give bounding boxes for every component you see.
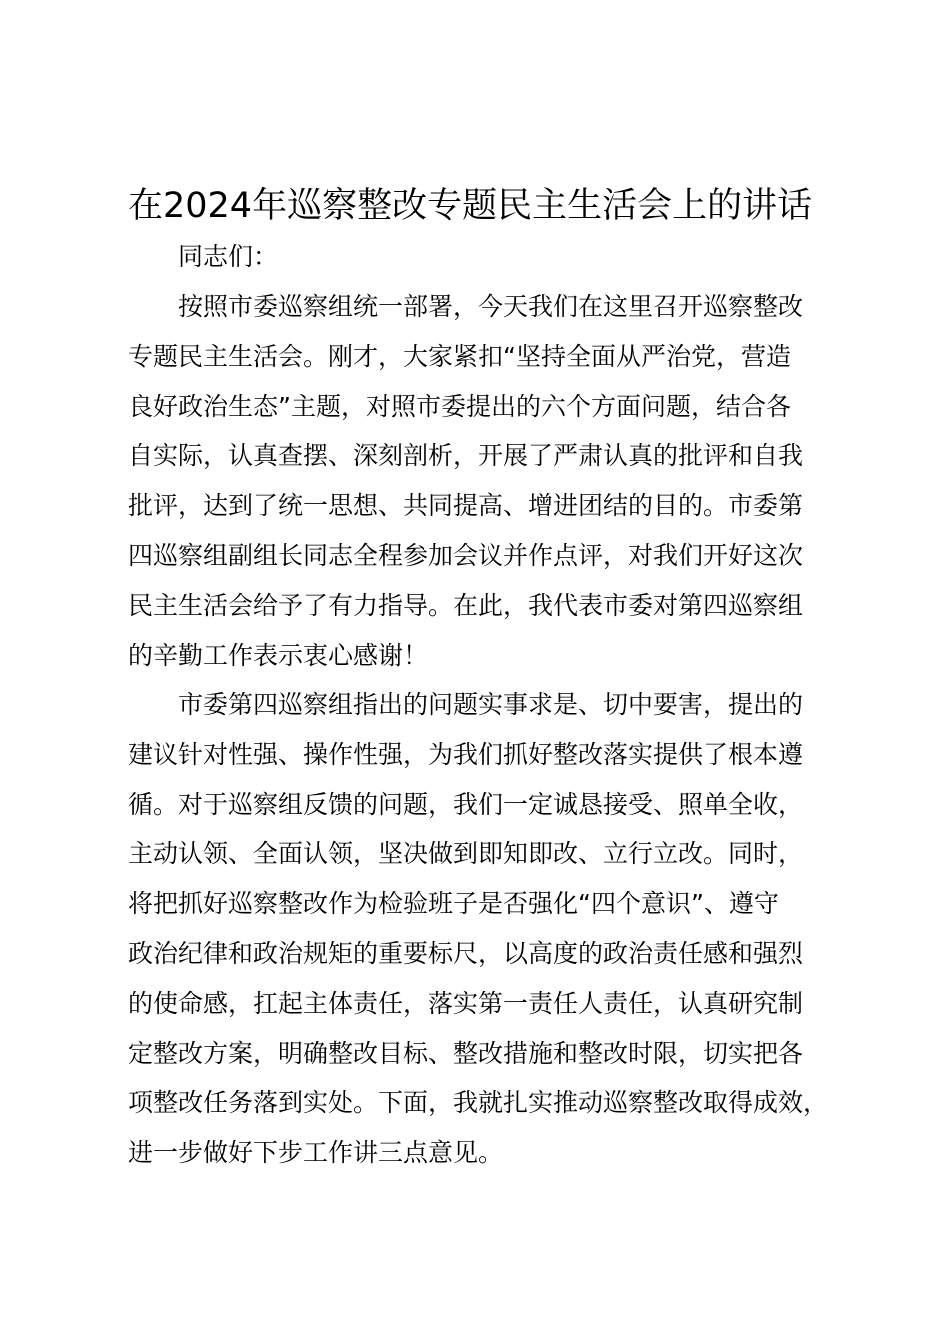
paragraph-line: 的辛勤工作表示衷心感谢！: [128, 640, 429, 670]
greeting: [128, 232, 848, 282]
greeting-text: 同志们：: [178, 242, 279, 271]
paragraph-line: 将把抓好巡察整改作为检验班子是否强化“四个意识”、遵守: [128, 889, 779, 919]
paragraph-line: 项整改任务落到实处。下面，我就扎实推动巡察整改取得成效，: [128, 1088, 829, 1118]
paragraph-1: [128, 282, 848, 680]
paragraph-line: 建议针对性强、操作性强，为我们抓好整改落实提供了根本遵: [128, 739, 804, 769]
paragraph-line: 政治纪律和政治规矩的重要标尺，以高度的政治责任感和强烈: [128, 938, 804, 968]
paragraph-line: 四巡察组副组长同志全程参加会议并作点评，对我们开好这次: [128, 540, 804, 570]
paragraph-line: 定整改方案，明确整改目标、整改措施和整改时限，切实把各: [128, 1038, 804, 1068]
paragraph-line: 循。对于巡察组反馈的问题，我们一定诚恳接受、照单全收，: [128, 789, 804, 819]
paragraph-line: 自实际，认真查摆、深刻剖析，开展了严肃认真的批评和自我: [128, 441, 804, 471]
document-title: 在2024年巡察整改专题民主生活会上的讲话: [128, 186, 813, 226]
paragraph-line: 民主生活会给予了有力指导。在此，我代表市委对第四巡察组: [128, 590, 804, 620]
paragraph-line: 专题民主生活会。刚才，大家紧扣“坚持全面从严治党，营造: [128, 341, 791, 371]
paragraph-line: 批评，达到了统一思想、共同提高、增进团结的目的。市委第: [128, 491, 804, 521]
paragraph-2: [128, 680, 848, 1178]
paragraph-line: 市委第四巡察组指出的问题实事求是、切中要害，提出的: [178, 690, 804, 719]
paragraph-line: 的使命感，扛起主体责任，落实第一责任人责任，认真研究制: [128, 988, 804, 1018]
paragraph-line: 进一步做好下步工作讲三点意见。: [128, 1138, 504, 1168]
paragraph-line: 主动认领、全面认领，坚决做到即知即改、立行立改。同时，: [128, 839, 804, 869]
paragraph-line: 良好政治生态”主题，对照市委提出的六个方面问题，结合各: [128, 391, 791, 421]
paragraph-line: 按照市委巡察组统一部署，今天我们在这里召开巡察整改: [178, 292, 804, 321]
